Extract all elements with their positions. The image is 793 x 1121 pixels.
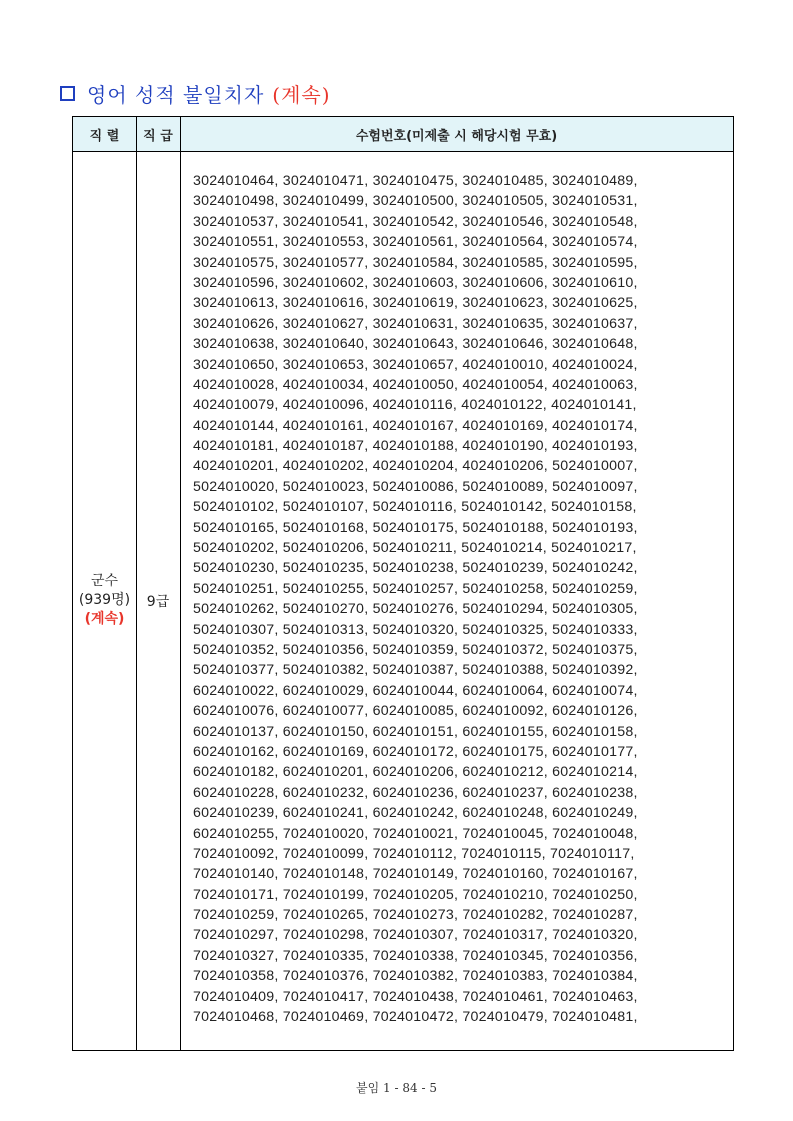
exam-number-line: 3024010626, 3024010627, 3024010631, 3024010635, 3024010637, [193,315,638,332]
exam-numbers-list [193,171,728,1027]
exam-number-line: 6024010182, 6024010201, 6024010206, 6024010212, 6024010214, [193,764,638,781]
exam-number-line: 7024010140, 7024010148, 7024010149, 7024010160, 7024010167, [193,866,638,883]
exam-number-line: 7024010468, 7024010469, 7024010472, 7024010479, 7024010481, [193,1009,638,1026]
job-series-continued: (계속) [84,611,125,627]
exam-number-line: 4024010201, 4024010202, 4024010204, 4024010206, 5024010007, [193,458,638,475]
table-body [73,151,733,1050]
exam-number-line: 7024010297, 7024010298, 7024010307, 7024010317, 7024010320, [193,927,638,944]
exam-number-line: 3024010498, 3024010499, 3024010500, 3024010505, 3024010531, [193,193,638,210]
section-title-continued: (계속) [272,82,331,107]
exam-number-line: 3024010596, 3024010602, 3024010603, 3024010606, 3024010610, [193,274,638,291]
header-grade: 직 급 [143,128,173,144]
grade-cell: 9급 [146,593,170,610]
exam-number-line: 6024010228, 6024010232, 6024010236, 6024010237, 6024010238, [193,784,638,801]
exam-number-line: 5024010262, 5024010270, 5024010276, 5024010294, 5024010305, [193,601,638,618]
exam-number-line: 7024010171, 7024010199, 7024010205, 7024010210, 7024010250, [193,886,638,903]
exam-number-line: 5024010102, 5024010107, 5024010116, 5024010142, 5024010158, [193,499,637,516]
exam-number-line: 6024010022, 6024010029, 6024010044, 6024010064, 6024010074, [193,682,638,699]
exam-number-line: 5024010230, 5024010235, 5024010238, 5024010239, 5024010242, [193,560,638,577]
exam-number-line: 6024010137, 6024010150, 6024010151, 6024010155, 6024010158, [193,723,638,740]
exam-number-line: 7024010409, 7024010417, 7024010438, 7024010461, 7024010463, [193,988,638,1005]
exam-number-line: 3024010613, 3024010616, 3024010619, 3024010623, 3024010625, [193,295,638,312]
exam-number-line: 7024010358, 7024010376, 7024010382, 7024010383, 7024010384, [193,968,638,985]
table-header [73,117,733,152]
exam-number-line: 6024010239, 6024010241, 6024010242, 6024010248, 6024010249, [193,805,638,822]
exam-number-line: 3024010464, 3024010471, 3024010475, 3024010485, 3024010489, [193,173,638,189]
section-title [60,80,331,106]
exam-number-line: 7024010092, 7024010099, 7024010112, 7024010115, 7024010117, [193,845,635,862]
exam-number-line: 3024010551, 3024010553, 3024010561, 3024010564, 3024010574, [193,234,638,251]
exam-number-line: 5024010251, 5024010255, 5024010257, 5024010258, 5024010259, [193,580,638,597]
exam-number-line: 4024010144, 4024010161, 4024010167, 4024010169, 4024010174, [193,417,638,434]
job-series-cell [73,151,136,1050]
exam-number-line: 5024010307, 5024010313, 5024010320, 5024010325, 5024010333, [193,621,638,638]
exam-number-line: 7024010327, 7024010335, 7024010338, 7024010345, 7024010356, [193,947,638,964]
exam-number-line: 5024010377, 5024010382, 5024010387, 5024010388, 5024010392, [193,662,638,679]
exam-number-line: 6024010255, 7024010020, 7024010021, 7024010045, 7024010048, [193,825,638,842]
exam-number-line: 4024010181, 4024010187, 4024010188, 4024010190, 4024010193, [193,438,638,455]
exam-number-line: 3024010650, 3024010653, 3024010657, 4024010010, 4024010024, [193,356,638,373]
job-series-name: 군수 [90,573,119,589]
exam-number-line: 6024010076, 6024010077, 6024010085, 6024010092, 6024010126, [193,703,638,720]
exam-number-line: 3024010537, 3024010541, 3024010542, 3024010546, 3024010548, [193,213,638,230]
exam-number-line: 3024010638, 3024010640, 3024010643, 3024010646, 3024010648, [193,336,638,353]
job-series-count: (939명) [78,592,131,608]
checkbox-square-icon [60,86,75,101]
exam-number-line: 4024010079, 4024010096, 4024010116, 4024010122, 4024010141, [193,397,637,414]
exam-number-line: 5024010202, 5024010206, 5024010211, 5024010214, 5024010217, [193,540,637,557]
section-title-text: 영어 성적 불일치자 [87,82,265,107]
header-job-series: 직 렬 [89,128,120,144]
header-numbers: 수험번호(미제출 시 해당시험 무효) [355,128,558,144]
exam-number-line: 5024010020, 5024010023, 5024010086, 5024010089, 5024010097, [193,478,638,495]
exam-number-table [72,116,734,1051]
exam-number-line: 3024010575, 3024010577, 3024010584, 3024010585, 3024010595, [193,254,638,271]
exam-number-line: 6024010162, 6024010169, 6024010172, 6024010175, 6024010177, [193,743,638,760]
exam-number-line: 5024010165, 5024010168, 5024010175, 5024010188, 5024010193, [193,519,638,536]
page-footer: 붙임 1 - 84 - 5 [356,1081,437,1095]
exam-number-line: 7024010259, 7024010265, 7024010273, 7024010282, 7024010287, [193,907,638,924]
exam-number-line: 5024010352, 5024010356, 5024010359, 5024010372, 5024010375, [193,641,638,658]
exam-number-line: 4024010028, 4024010034, 4024010050, 4024010054, 4024010063, [193,376,638,393]
